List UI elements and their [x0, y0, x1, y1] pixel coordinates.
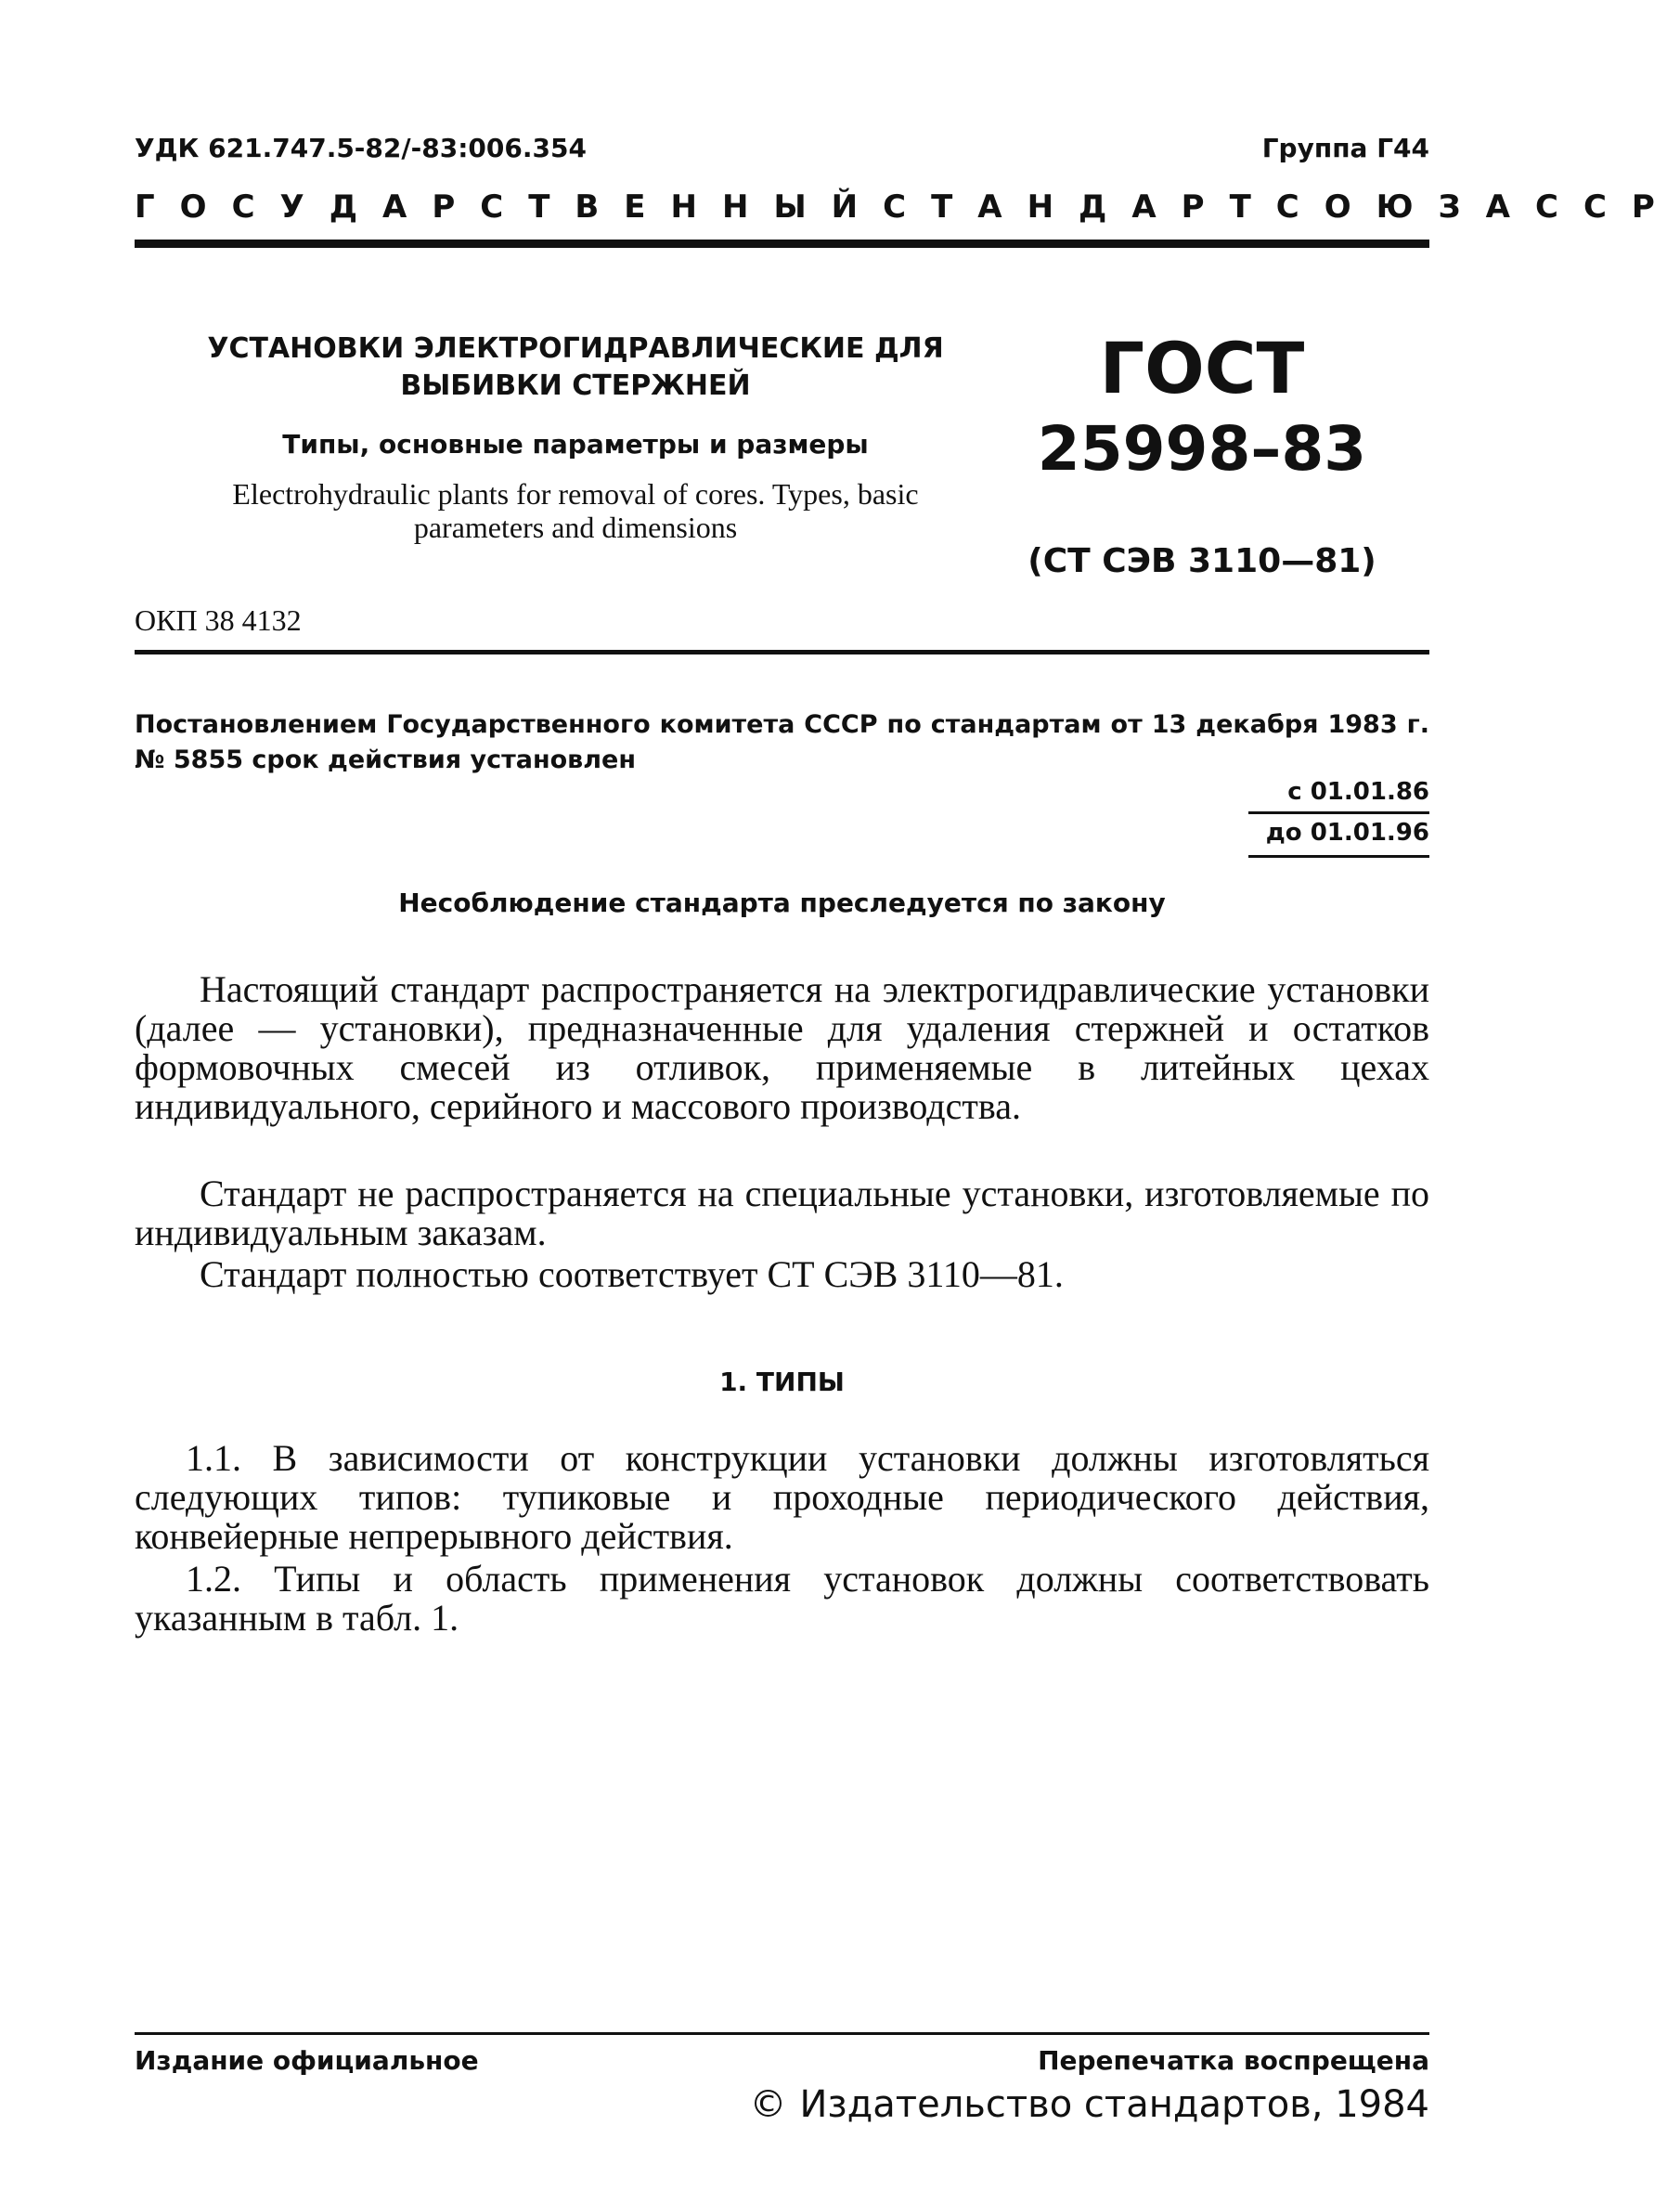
sev-reference: (СТ СЭВ 3110—81) [1027, 542, 1376, 580]
group-code: Группа Г44 [1261, 133, 1429, 163]
scope-paragraph: Настоящий стандарт распространяется на электрогидравлические установки (далее — установки), предназначенные для удаления стержней и остатков формовочных смесей из отливок, применяемые в литейных цехах индивидуального, серийного и массового производства. [135, 968, 1429, 1127]
clause-1-2: 1.2. Типы и область применения установок должны соответствовать указанным в табл. 1. [135, 1558, 1429, 1639]
publisher-name: Издательство стандартов, 1984 [799, 2083, 1429, 2126]
exclusion-paragraph: Стандарт не распространяется на специальные установки, изготовляемые по индивидуальным заказам. [135, 1173, 1429, 1253]
official-edition-label: Издание официальное [135, 2045, 479, 2076]
document-subtitle: Типы, основные параметры и размеры [282, 429, 869, 460]
date-underline-1 [1248, 811, 1429, 814]
okp-code: ОКП 38 4132 [135, 603, 302, 637]
reprint-prohibited-label: Перепечатка воспрещена [1038, 2045, 1429, 2076]
copyright-icon: © [749, 2083, 787, 2126]
decree-text: Постановлением Государственного комитета СССР по стандартам от 13 декабря 1983 г. № 5855 срок действия установлен [135, 710, 1429, 774]
state-standard-heading [135, 188, 1680, 226]
state-standard-word-1: ГОСУДАРСТВЕННЫЙ [135, 188, 884, 226]
date-underline-2 [1248, 855, 1429, 858]
law-notice: Несоблюдение стандарта преследуется по закону [398, 888, 1166, 918]
state-standard-word-3: СОЮЗА [1275, 188, 1535, 226]
effective-date-to: до 01.01.96 [1265, 819, 1429, 847]
state-standard-word-2: СТАНДАРТ [883, 188, 1276, 226]
state-standard-word-4: ССР [1535, 188, 1680, 226]
section-1-heading: 1. ТИПЫ [719, 1367, 845, 1397]
footer-divider [135, 2032, 1429, 2035]
document-title: УСТАНОВКИ ЭЛЕКТРОГИДРАВЛИЧЕСКИЕ ДЛЯ ВЫБИВКИ СТЕРЖНЕЙ [207, 332, 944, 402]
udk-code: УДК 621.747.5-82/-83:006.354 [135, 133, 587, 163]
compliance-paragraph: Стандарт полностью соответствует СТ СЭВ 3110—81. [200, 1253, 1064, 1295]
english-title: Electrohydraulic plants for removal of cores. Types, basic parameters and dimensions [232, 477, 919, 544]
clause-1-1: 1.1. В зависимости от конструкции установки должны изготовляться следующих типов: тупиковые и проходные периодического действия, конвейерные непрерывного действия. [135, 1437, 1429, 1557]
gost-number: 25998–83 [1037, 413, 1367, 485]
gost-label: ГОСТ [1099, 327, 1305, 409]
middle-divider [135, 650, 1429, 654]
publisher-copyright [749, 2083, 1429, 2126]
top-divider [135, 240, 1429, 248]
effective-date-from: с 01.01.86 [1287, 778, 1429, 806]
